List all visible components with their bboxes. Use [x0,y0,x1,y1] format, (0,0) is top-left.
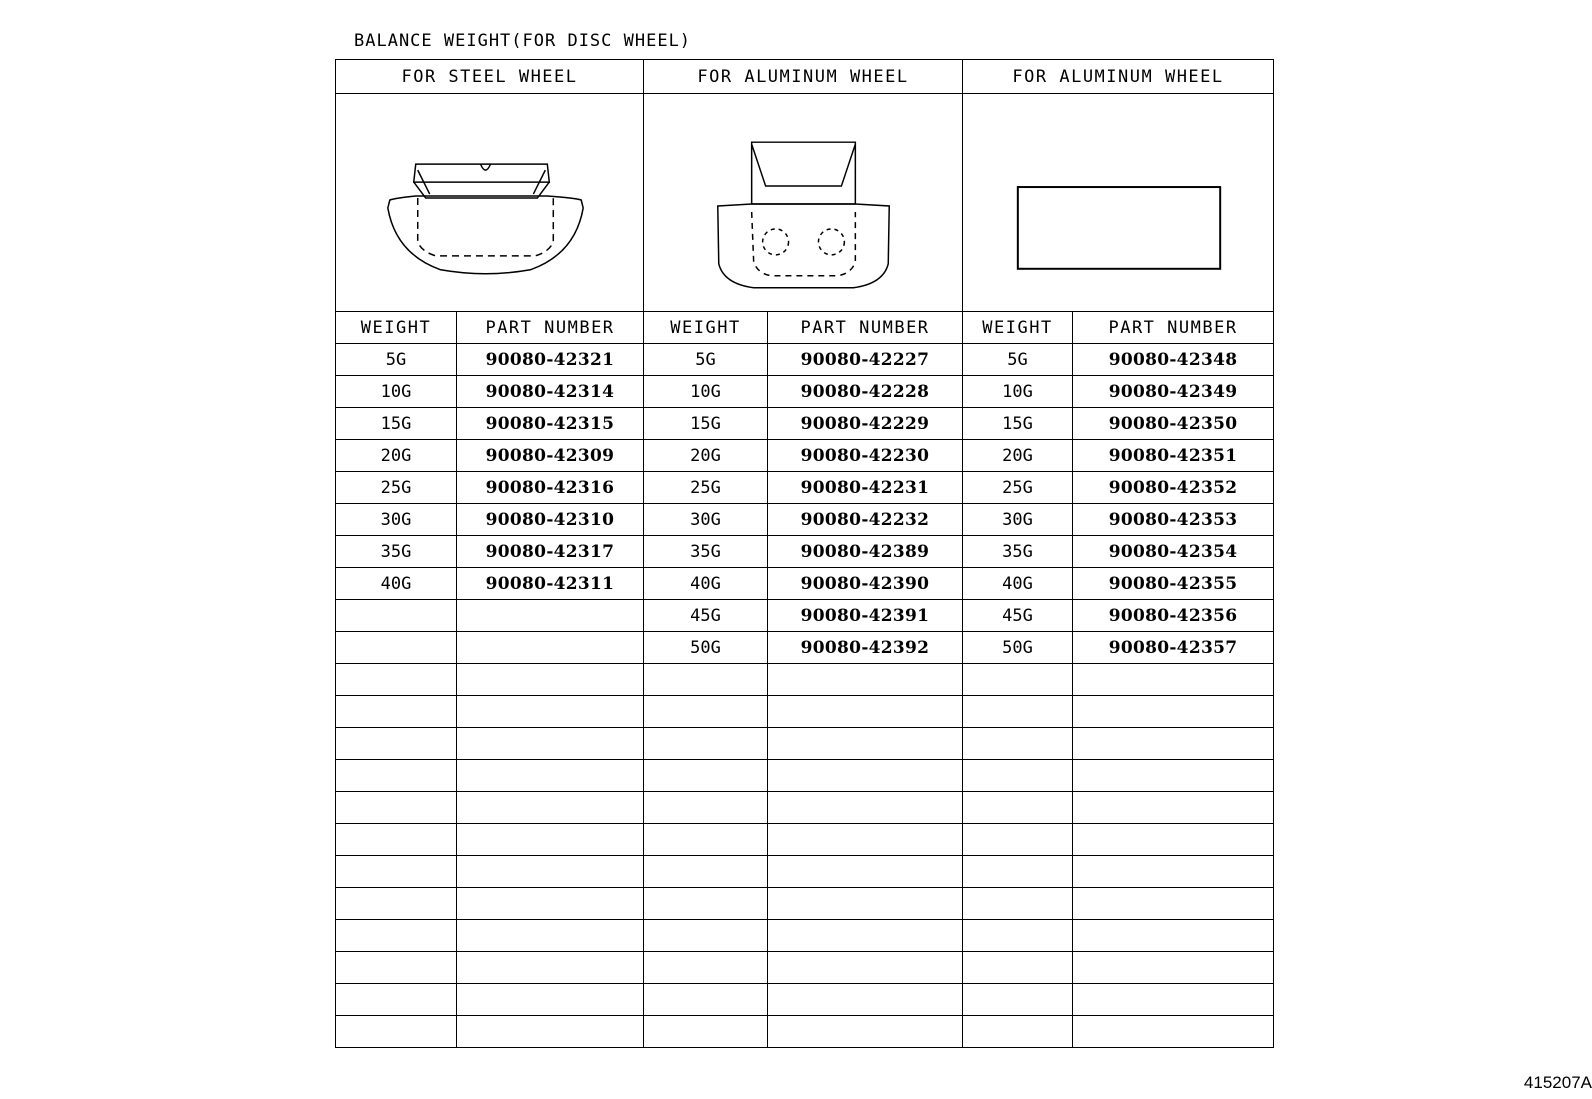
part-number-cell: 90080-42316 [457,472,644,504]
weight-cell [336,600,457,632]
part-number-cell [768,664,963,696]
part-number-column-header: PART NUMBER [1073,312,1274,344]
part-number-cell: 90080-42228 [768,376,963,408]
weight-cell [963,664,1073,696]
part-number-cell [457,632,644,664]
aluminum-wheel-header-1: FOR ALUMINUM WHEEL [644,60,963,94]
part-number-cell: 90080-42391 [768,600,963,632]
aluminum-weight-illustration-1 [644,94,963,312]
part-number-cell [457,1016,644,1048]
weight-cell [336,1016,457,1048]
table-row [336,568,1274,600]
part-number-cell [768,952,963,984]
weight-cell [336,696,457,728]
weight-cell: 25G [644,472,768,504]
part-number-cell [1073,856,1274,888]
part-number-cell: 90080-42231 [768,472,963,504]
weight-cell [644,728,768,760]
weight-cell [644,664,768,696]
weight-cell [644,792,768,824]
part-number-cell: 90080-42321 [457,344,644,376]
weight-cell: 30G [336,504,457,536]
weight-cell [336,888,457,920]
table-row [336,888,1274,920]
weight-cell [963,888,1073,920]
part-number-cell [457,760,644,792]
part-number-cell: 90080-42230 [768,440,963,472]
table-row [336,952,1274,984]
part-number-cell: 90080-42390 [768,568,963,600]
part-number-cell [768,1016,963,1048]
weight-cell: 30G [644,504,768,536]
weight-cell [644,856,768,888]
weight-cell: 50G [963,632,1073,664]
weight-cell [644,952,768,984]
part-number-cell: 90080-42389 [768,536,963,568]
part-number-cell [768,792,963,824]
part-number-cell [1073,760,1274,792]
part-number-cell [768,856,963,888]
table-row [336,472,1274,504]
weight-cell: 25G [336,472,457,504]
table-row [336,792,1274,824]
weight-cell [644,696,768,728]
table-row [336,760,1274,792]
weight-cell [336,824,457,856]
weight-cell [963,824,1073,856]
part-number-cell: 90080-42350 [1073,408,1274,440]
weight-cell [963,728,1073,760]
adhesive-weight-icon [963,94,1273,311]
part-number-cell: 90080-42352 [1073,472,1274,504]
table-row [336,696,1274,728]
weight-column-header: WEIGHT [963,312,1073,344]
table-row [336,504,1274,536]
table-row [336,440,1274,472]
part-number-column-header: PART NUMBER [768,312,963,344]
part-number-cell [768,984,963,1016]
part-number-cell [768,728,963,760]
weight-cell: 45G [963,600,1073,632]
part-number-cell: 90080-42311 [457,568,644,600]
weight-cell [644,760,768,792]
part-number-cell [1073,792,1274,824]
part-number-cell [457,600,644,632]
weight-cell [336,760,457,792]
part-number-cell [457,952,644,984]
weight-cell [644,920,768,952]
weight-cell [336,984,457,1016]
part-number-cell [768,888,963,920]
weight-cell: 20G [963,440,1073,472]
weight-cell [963,952,1073,984]
table-row [336,728,1274,760]
table-row [336,1016,1274,1048]
weight-cell [963,1016,1073,1048]
figure-code: 415207A [1523,1073,1592,1092]
weight-cell [963,984,1073,1016]
weight-cell: 10G [644,376,768,408]
part-number-cell [1073,696,1274,728]
part-number-cell: 90080-42314 [457,376,644,408]
weight-column-header: WEIGHT [336,312,457,344]
weight-cell: 35G [336,536,457,568]
weight-cell: 20G [644,440,768,472]
part-number-cell: 90080-42229 [768,408,963,440]
weight-cell: 10G [336,376,457,408]
weight-cell [336,728,457,760]
part-number-cell [457,984,644,1016]
part-number-cell: 90080-42355 [1073,568,1274,600]
weight-cell [336,632,457,664]
part-number-cell: 90080-42310 [457,504,644,536]
weight-cell: 45G [644,600,768,632]
document-title: BALANCE WEIGHT(FOR DISC WHEEL) [354,31,692,51]
weight-cell: 50G [644,632,768,664]
weight-cell [644,984,768,1016]
part-number-cell [1073,984,1274,1016]
part-number-cell [457,696,644,728]
table-row [336,984,1274,1016]
part-number-cell [457,728,644,760]
part-number-cell [457,824,644,856]
weight-cell [963,856,1073,888]
table-row [336,824,1274,856]
table-row [336,664,1274,696]
weight-cell: 5G [336,344,457,376]
steel-wheel-header: FOR STEEL WHEEL [336,60,644,94]
weight-cell: 15G [644,408,768,440]
weight-column-header: WEIGHT [644,312,768,344]
part-number-cell [1073,824,1274,856]
weight-cell [644,888,768,920]
weight-cell [644,1016,768,1048]
weight-cell [336,664,457,696]
part-number-cell: 90080-42227 [768,344,963,376]
table-row [336,376,1274,408]
part-number-cell [457,920,644,952]
weight-cell [963,920,1073,952]
weight-cell: 5G [644,344,768,376]
part-number-cell: 90080-42317 [457,536,644,568]
part-number-cell: 90080-42357 [1073,632,1274,664]
weight-cell: 35G [644,536,768,568]
part-number-cell: 90080-42354 [1073,536,1274,568]
part-number-cell [457,664,644,696]
part-number-cell [457,792,644,824]
balance-weight-table [335,59,1274,1048]
part-number-cell [457,888,644,920]
part-number-cell [457,856,644,888]
table-row [336,920,1274,952]
part-number-cell: 90080-42315 [457,408,644,440]
aluminum-wheel-header-2: FOR ALUMINUM WHEEL [963,60,1274,94]
part-number-cell: 90080-42232 [768,504,963,536]
steel-weight-illustration [336,94,644,312]
weight-cell [963,792,1073,824]
clip-on-balance-weight-icon [336,94,643,311]
part-number-cell [1073,728,1274,760]
aluminum-clip-weight-icon [644,94,962,311]
part-number-cell [1073,920,1274,952]
weight-cell: 5G [963,344,1073,376]
part-number-column-header: PART NUMBER [457,312,644,344]
table-row [336,632,1274,664]
table-row [336,344,1274,376]
part-number-cell [768,760,963,792]
table-row [336,600,1274,632]
table-row [336,408,1274,440]
weight-cell [336,952,457,984]
weight-cell: 25G [963,472,1073,504]
weight-cell: 15G [963,408,1073,440]
part-number-cell [1073,664,1274,696]
weight-cell [336,920,457,952]
weight-cell: 30G [963,504,1073,536]
weight-cell: 40G [644,568,768,600]
part-number-cell [1073,1016,1274,1048]
part-number-cell: 90080-42353 [1073,504,1274,536]
table-row [336,536,1274,568]
weight-cell [963,696,1073,728]
part-number-cell: 90080-42356 [1073,600,1274,632]
weight-cell: 40G [336,568,457,600]
part-number-cell [1073,888,1274,920]
weight-cell: 35G [963,536,1073,568]
weight-cell: 40G [963,568,1073,600]
weight-cell [963,760,1073,792]
part-number-cell: 90080-42349 [1073,376,1274,408]
weight-cell [336,856,457,888]
weight-cell [644,824,768,856]
part-number-cell: 90080-42392 [768,632,963,664]
part-number-cell: 90080-42351 [1073,440,1274,472]
part-number-cell [768,696,963,728]
weight-cell: 10G [963,376,1073,408]
part-number-cell [768,920,963,952]
weight-cell: 15G [336,408,457,440]
weight-cell: 20G [336,440,457,472]
part-number-cell [1073,952,1274,984]
table-body [336,344,1274,1048]
aluminum-weight-illustration-2 [963,94,1274,312]
part-number-cell: 90080-42309 [457,440,644,472]
table-row [336,856,1274,888]
weight-cell [336,792,457,824]
part-number-cell [768,824,963,856]
part-number-cell: 90080-42348 [1073,344,1274,376]
